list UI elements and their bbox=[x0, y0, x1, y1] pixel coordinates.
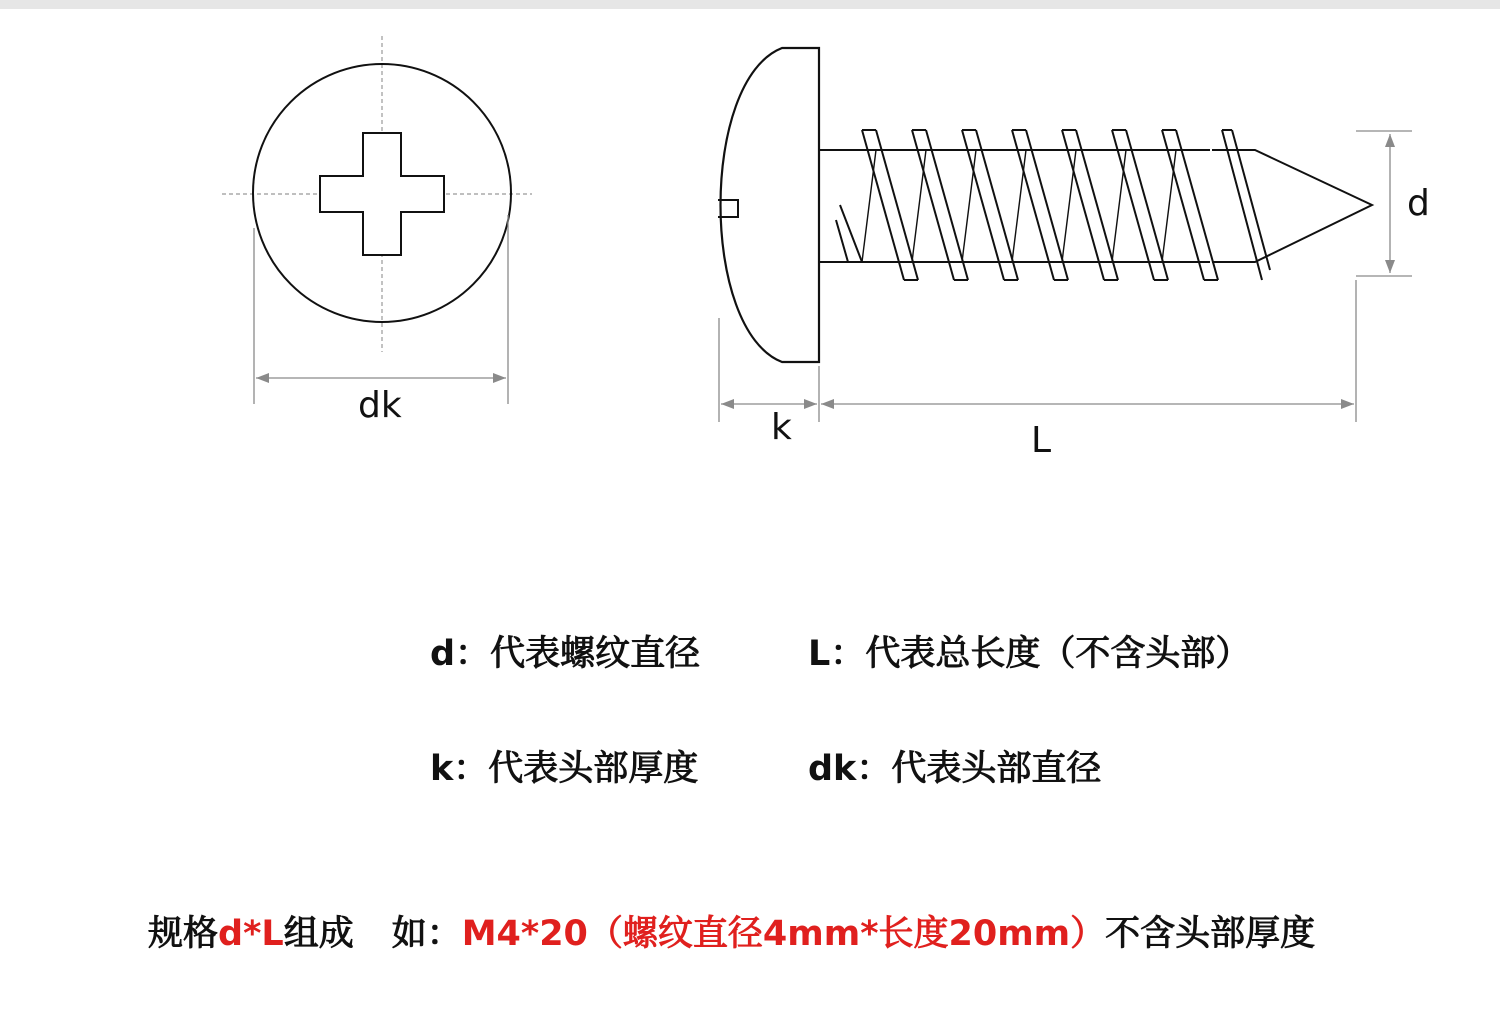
spec-prefix: 规格 bbox=[148, 914, 219, 954]
legend-d bbox=[430, 634, 700, 674]
legend-dk-text: 代表头部直径 bbox=[891, 749, 1102, 789]
spec-note: 不含头部厚度 bbox=[1105, 914, 1316, 954]
L-label: L bbox=[1031, 420, 1052, 461]
legend-k-key: k： bbox=[430, 749, 489, 789]
k-label: k bbox=[771, 407, 792, 448]
screw-head bbox=[721, 48, 820, 362]
legend-L bbox=[808, 634, 1250, 674]
threads bbox=[836, 130, 1270, 280]
spec-line bbox=[148, 912, 1315, 956]
spec-formula: d*L bbox=[218, 914, 284, 954]
legend-L-text: 代表总长度（不含头部） bbox=[865, 634, 1251, 674]
spec-example-label: 如： bbox=[391, 914, 462, 954]
legend-dk bbox=[808, 749, 1101, 789]
d-label: d bbox=[1407, 183, 1430, 224]
phillips-cross bbox=[320, 133, 444, 255]
spec-suffix: 组成 bbox=[283, 914, 354, 954]
legend-d-text: 代表螺纹直径 bbox=[490, 634, 701, 674]
head-top-view bbox=[222, 36, 532, 404]
legend-k-text: 代表头部厚度 bbox=[488, 749, 699, 789]
dk-label: dk bbox=[358, 385, 402, 426]
legend-k bbox=[430, 749, 698, 789]
spec-example-value: M4*20（螺纹直径4mm*长度20mm） bbox=[461, 914, 1106, 954]
screw-side-view bbox=[718, 48, 1412, 422]
legend-dk-key: dk： bbox=[808, 749, 892, 789]
legend-d-key: d： bbox=[430, 634, 491, 674]
legend-L-key: L： bbox=[808, 634, 866, 674]
